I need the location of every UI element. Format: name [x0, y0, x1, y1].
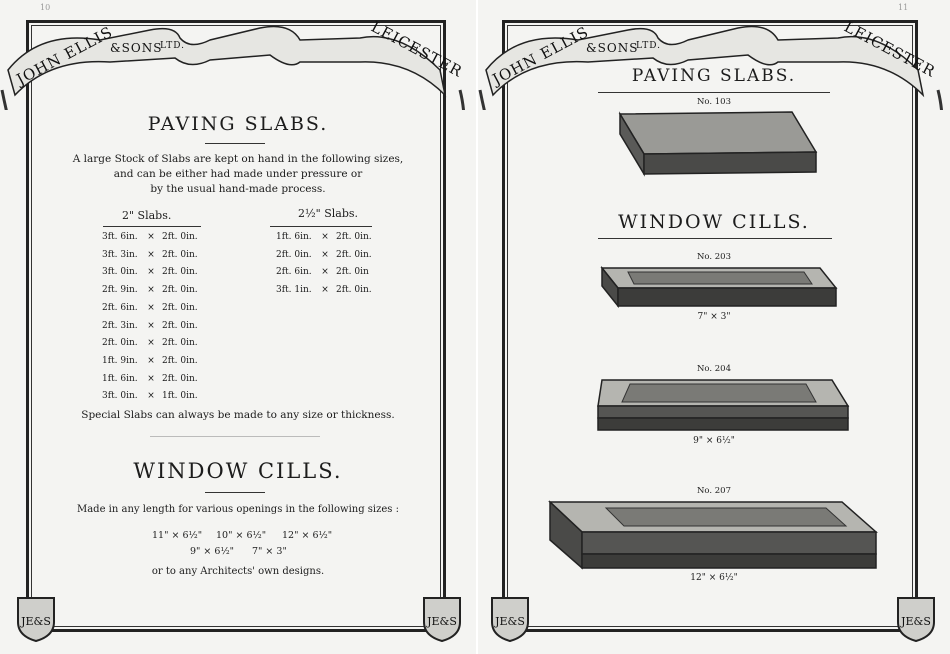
dimension: 2ft. 0in.: [162, 373, 198, 384]
paving-slabs-heading: PAVING SLABS.: [147, 113, 329, 135]
slab-size-row: [102, 232, 200, 242]
divider: [103, 226, 201, 227]
slab-size-row: [102, 303, 200, 313]
dimension: 3ft. 0in.: [102, 391, 138, 402]
dimension: 2ft. 0in.: [276, 249, 312, 260]
intro-line: by the usual hand-made process.: [150, 183, 326, 195]
monogram-shield-icon: [420, 594, 464, 642]
cill-size: 12" × 6½": [282, 530, 333, 541]
monogram-shield-icon: [488, 594, 532, 642]
dimension: 2ft. 9in.: [102, 285, 138, 296]
divider: [205, 143, 265, 144]
banner-sons: &SONS: [586, 41, 639, 55]
window-cill-204-illustration: [594, 376, 852, 434]
two-half-inch-slabs-heading: 2½" Slabs.: [298, 207, 359, 220]
dimension: 1ft. 6in.: [276, 232, 312, 242]
times-sign: ×: [147, 267, 155, 278]
monogram-shield-icon: [14, 594, 58, 642]
divider: [270, 226, 372, 227]
architects-designs-note: or to any Architects' own designs.: [151, 566, 325, 577]
banner-city: LEICESTER: [368, 17, 466, 81]
cill-size: 9" × 6½": [190, 546, 235, 557]
times-sign: ×: [147, 285, 155, 296]
dimension: 2ft. 0in.: [162, 232, 198, 242]
company-banner: [0, 0, 476, 110]
window-cill-203-illustration: [598, 264, 840, 310]
monogram-text: JE&S: [427, 615, 457, 628]
cills-intro: Made in any length for various openings in the following sizes :: [76, 504, 399, 515]
dimension: 2ft. 0in.: [162, 320, 198, 331]
banner-ltd: LTD.: [636, 41, 662, 51]
times-sign: ×: [147, 391, 155, 402]
slab-size-row: [276, 232, 374, 242]
slab-size-row: [102, 374, 200, 384]
paving-slab-illustration: [616, 108, 820, 180]
paving-slabs-heading: PAVING SLABS.: [631, 66, 797, 86]
divider: [205, 492, 265, 493]
slab-size-row: [276, 285, 374, 295]
window-cills-heading: WINDOW CILLS.: [618, 211, 810, 233]
dimension: 1ft. 6in.: [102, 373, 138, 384]
slab-size-row: [276, 250, 374, 260]
slab-size-row: [102, 250, 200, 260]
dimension: 2ft. 0in.: [162, 249, 198, 260]
slab-number: No. 103: [696, 97, 732, 107]
slab-size-row: [276, 267, 374, 277]
dimension: 3ft. 3in.: [102, 249, 138, 260]
dimension: 2ft. 0in.: [162, 285, 198, 296]
intro-line: A large Stock of Slabs are kept on hand in the following sizes,: [72, 153, 404, 165]
dimension: 2ft. 6in.: [102, 302, 138, 313]
times-sign: ×: [147, 355, 155, 366]
dimension: 2ft. 0in: [336, 267, 369, 278]
dimension: 2ft. 0in.: [162, 302, 198, 313]
window-cills-heading: WINDOW CILLS.: [133, 459, 343, 483]
times-sign: ×: [147, 373, 155, 384]
times-sign: ×: [147, 232, 155, 242]
slab-size-row: [102, 285, 200, 295]
slab-size-row: [102, 338, 200, 348]
cill-207-number: No. 207: [696, 486, 732, 496]
slab-size-row: [102, 321, 200, 331]
dimension: 2ft. 0in.: [162, 338, 198, 349]
cill-203-size: 7" × 3": [697, 312, 731, 322]
page-number: 10: [40, 3, 51, 12]
times-sign: ×: [321, 285, 329, 296]
window-cill-207-illustration: [546, 498, 880, 572]
banner-ltd: LTD.: [160, 41, 186, 51]
two-inch-slabs-heading: 2" Slabs.: [122, 209, 172, 222]
divider: [598, 238, 832, 239]
slab-size-row: [102, 267, 200, 277]
times-sign: ×: [147, 320, 155, 331]
divider: [150, 436, 320, 437]
monogram-shield-icon: [894, 594, 938, 642]
banner-name: JOHN ELLIS: [489, 22, 592, 89]
cill-size: 11" × 6½": [152, 530, 203, 541]
dimension: 2ft. 0in.: [162, 355, 198, 366]
dimension: 1ft. 0in.: [162, 391, 198, 402]
dimension: 1ft. 9in.: [102, 355, 138, 366]
dimension: 2ft. 0in.: [336, 249, 372, 260]
slab-size-row: [102, 356, 200, 366]
cill-size: 10" × 6½": [216, 530, 267, 541]
banner-sons: &SONS: [110, 41, 163, 55]
company-banner: [478, 0, 950, 110]
intro-line: and can be either had made under pressure or: [113, 168, 363, 180]
dimension: 2ft. 0in.: [336, 285, 372, 296]
dimension: 3ft. 0in.: [102, 267, 138, 278]
dimension: 2ft. 6in.: [276, 267, 312, 278]
times-sign: ×: [321, 232, 329, 242]
paving-intro: [0, 152, 476, 197]
monogram-text: JE&S: [495, 615, 525, 628]
divider: [598, 92, 830, 93]
cill-204-size: 9" × 6½": [693, 436, 735, 446]
cill-203-number: No. 203: [696, 252, 732, 262]
banner-city: LEICESTER: [841, 17, 939, 81]
dimension: 2ft. 0in.: [162, 267, 198, 278]
monogram-text: JE&S: [901, 615, 931, 628]
dimension: 3ft. 1in.: [276, 285, 312, 296]
cill-207-size: 12" × 6½": [690, 573, 738, 583]
special-slabs-note: Special Slabs can always be made to any size or thickness.: [81, 409, 395, 421]
banner-name: JOHN ELLIS: [13, 22, 116, 89]
cill-size: 7" × 3": [252, 546, 287, 557]
dimension: 2ft. 0in.: [102, 338, 138, 349]
dimension: 2ft. 3in.: [102, 320, 138, 331]
dimension: 3ft. 6in.: [102, 232, 138, 242]
times-sign: ×: [147, 249, 155, 260]
times-sign: ×: [147, 302, 155, 313]
times-sign: ×: [147, 338, 155, 349]
monogram-text: JE&S: [21, 615, 51, 628]
cill-204-number: No. 204: [696, 364, 732, 374]
slab-size-row: [102, 391, 200, 401]
right-catalogue-page: [478, 0, 950, 654]
times-sign: ×: [321, 249, 329, 260]
page-number: 11: [898, 3, 909, 12]
times-sign: ×: [321, 267, 329, 278]
dimension: 2ft. 0in.: [336, 232, 372, 242]
